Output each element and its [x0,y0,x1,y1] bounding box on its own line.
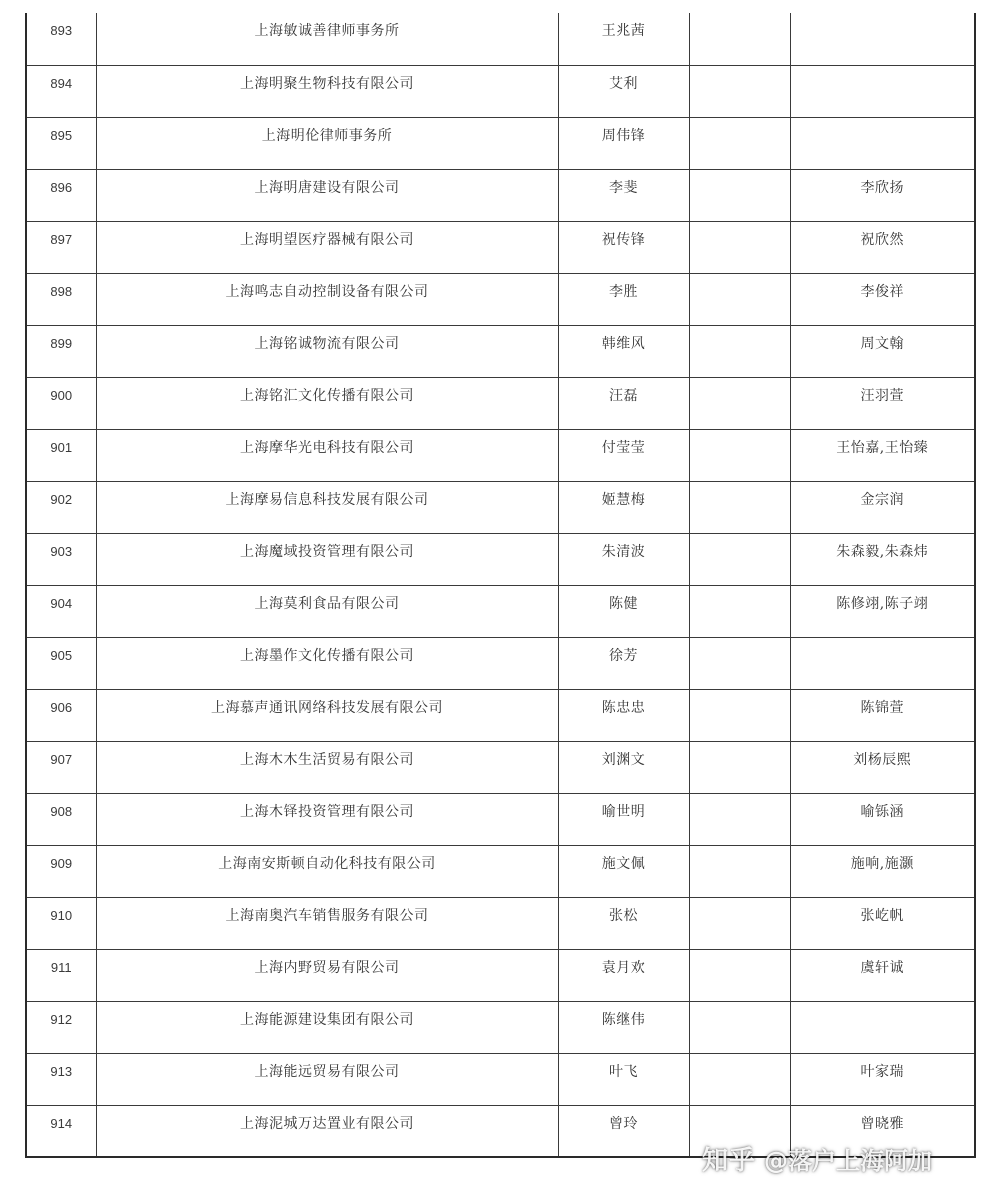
blank-cell [689,1053,790,1105]
blank-cell [689,1105,790,1157]
child-name: 陈锦萱 [790,689,975,741]
person-name: 艾利 [558,65,689,117]
child-name: 朱森毅,朱森炜 [790,533,975,585]
child-name [790,117,975,169]
child-name [790,1001,975,1053]
company-name: 上海木铎投资管理有限公司 [96,793,558,845]
blank-cell [689,169,790,221]
blank-cell [689,741,790,793]
person-name: 陈健 [558,585,689,637]
row-number: 893 [26,13,96,65]
person-name: 施文佩 [558,845,689,897]
person-name: 周伟锋 [558,117,689,169]
child-name [790,65,975,117]
table-row [26,377,975,429]
person-name: 陈继伟 [558,1001,689,1053]
table-row [26,1053,975,1105]
row-number: 914 [26,1105,96,1157]
table-row [26,429,975,481]
table-row [26,793,975,845]
row-number: 906 [26,689,96,741]
person-name: 刘渊文 [558,741,689,793]
company-name: 上海摩易信息科技发展有限公司 [96,481,558,533]
row-number: 901 [26,429,96,481]
table-row [26,1001,975,1053]
table-row [26,533,975,585]
watermark-author: @落户上海阿加 [764,1146,933,1175]
row-number: 897 [26,221,96,273]
child-name: 施响,施灏 [790,845,975,897]
blank-cell [689,13,790,65]
child-name [790,13,975,65]
watermark-brand: 知乎 [702,1145,757,1176]
table-row [26,325,975,377]
table-row [26,637,975,689]
child-name: 张屹帆 [790,897,975,949]
person-name: 喻世明 [558,793,689,845]
person-name: 汪磊 [558,377,689,429]
row-number: 900 [26,377,96,429]
table-row [26,585,975,637]
company-name: 上海魔域投资管理有限公司 [96,533,558,585]
company-name: 上海莫利食品有限公司 [96,585,558,637]
blank-cell [689,481,790,533]
row-number: 899 [26,325,96,377]
row-number: 904 [26,585,96,637]
child-name: 陈修翊,陈子翊 [790,585,975,637]
table-row [26,689,975,741]
child-name: 王怡嘉,王怡臻 [790,429,975,481]
row-number: 909 [26,845,96,897]
child-name: 李欣扬 [790,169,975,221]
child-name: 金宗润 [790,481,975,533]
person-name: 李斐 [558,169,689,221]
table-row [26,65,975,117]
blank-cell [689,1001,790,1053]
row-number: 905 [26,637,96,689]
person-name: 叶飞 [558,1053,689,1105]
person-name: 王兆茜 [558,13,689,65]
child-name: 曾晓雅 [790,1105,975,1157]
blank-cell [689,325,790,377]
company-name: 上海明望医疗器械有限公司 [96,221,558,273]
company-name: 上海摩华光电科技有限公司 [96,429,558,481]
table-row [26,13,975,65]
person-name: 袁月欢 [558,949,689,1001]
child-name: 虞轩诚 [790,949,975,1001]
blank-cell [689,585,790,637]
table-row [26,221,975,273]
row-number: 896 [26,169,96,221]
blank-cell [689,793,790,845]
company-name: 上海泥城万达置业有限公司 [96,1105,558,1157]
row-number: 903 [26,533,96,585]
row-number: 913 [26,1053,96,1105]
child-name: 汪羽萱 [790,377,975,429]
blank-cell [689,65,790,117]
table-row [26,117,975,169]
row-number: 898 [26,273,96,325]
row-number: 894 [26,65,96,117]
blank-cell [689,949,790,1001]
company-name: 上海南奥汽车销售服务有限公司 [96,897,558,949]
person-name: 朱清波 [558,533,689,585]
blank-cell [689,897,790,949]
blank-cell [689,377,790,429]
company-name: 上海墨作文化传播有限公司 [96,637,558,689]
child-name: 叶家瑞 [790,1053,975,1105]
company-name: 上海鸣志自动控制设备有限公司 [96,273,558,325]
company-name: 上海敏诚善律师事务所 [96,13,558,65]
child-name [790,637,975,689]
person-name: 曾玲 [558,1105,689,1157]
roster-table-body [26,13,975,1157]
table-row [26,481,975,533]
table-row [26,273,975,325]
company-name: 上海铭诚物流有限公司 [96,325,558,377]
row-number: 911 [26,949,96,1001]
child-name: 周文翰 [790,325,975,377]
person-name: 陈忠忠 [558,689,689,741]
blank-cell [689,273,790,325]
person-name: 祝传锋 [558,221,689,273]
blank-cell [689,429,790,481]
child-name: 李俊祥 [790,273,975,325]
company-name: 上海明唐建设有限公司 [96,169,558,221]
person-name: 付莹莹 [558,429,689,481]
blank-cell [689,117,790,169]
company-name: 上海木木生活贸易有限公司 [96,741,558,793]
person-name: 韩维风 [558,325,689,377]
child-name: 祝欣然 [790,221,975,273]
company-name: 上海内野贸易有限公司 [96,949,558,1001]
company-name: 上海能远贸易有限公司 [96,1053,558,1105]
table-row [26,741,975,793]
row-number: 912 [26,1001,96,1053]
blank-cell [689,221,790,273]
row-number: 910 [26,897,96,949]
company-name: 上海能源建设集团有限公司 [96,1001,558,1053]
blank-cell [689,533,790,585]
table-row [26,1105,975,1157]
child-name: 喻铄涵 [790,793,975,845]
table-row [26,845,975,897]
person-name: 徐芳 [558,637,689,689]
person-name: 李胜 [558,273,689,325]
row-number: 902 [26,481,96,533]
company-name: 上海铭汇文化传播有限公司 [96,377,558,429]
table-row [26,949,975,1001]
child-name: 刘杨辰熙 [790,741,975,793]
company-name: 上海南安斯顿自动化科技有限公司 [96,845,558,897]
row-number: 907 [26,741,96,793]
company-name: 上海慕声通讯网络科技发展有限公司 [96,689,558,741]
table-row [26,897,975,949]
roster-table [25,13,976,1158]
row-number: 895 [26,117,96,169]
person-name: 张松 [558,897,689,949]
company-name: 上海明聚生物科技有限公司 [96,65,558,117]
blank-cell [689,845,790,897]
row-number: 908 [26,793,96,845]
table-row [26,169,975,221]
person-name: 姬慧梅 [558,481,689,533]
blank-cell [689,637,790,689]
blank-cell [689,689,790,741]
company-name: 上海明伦律师事务所 [96,117,558,169]
